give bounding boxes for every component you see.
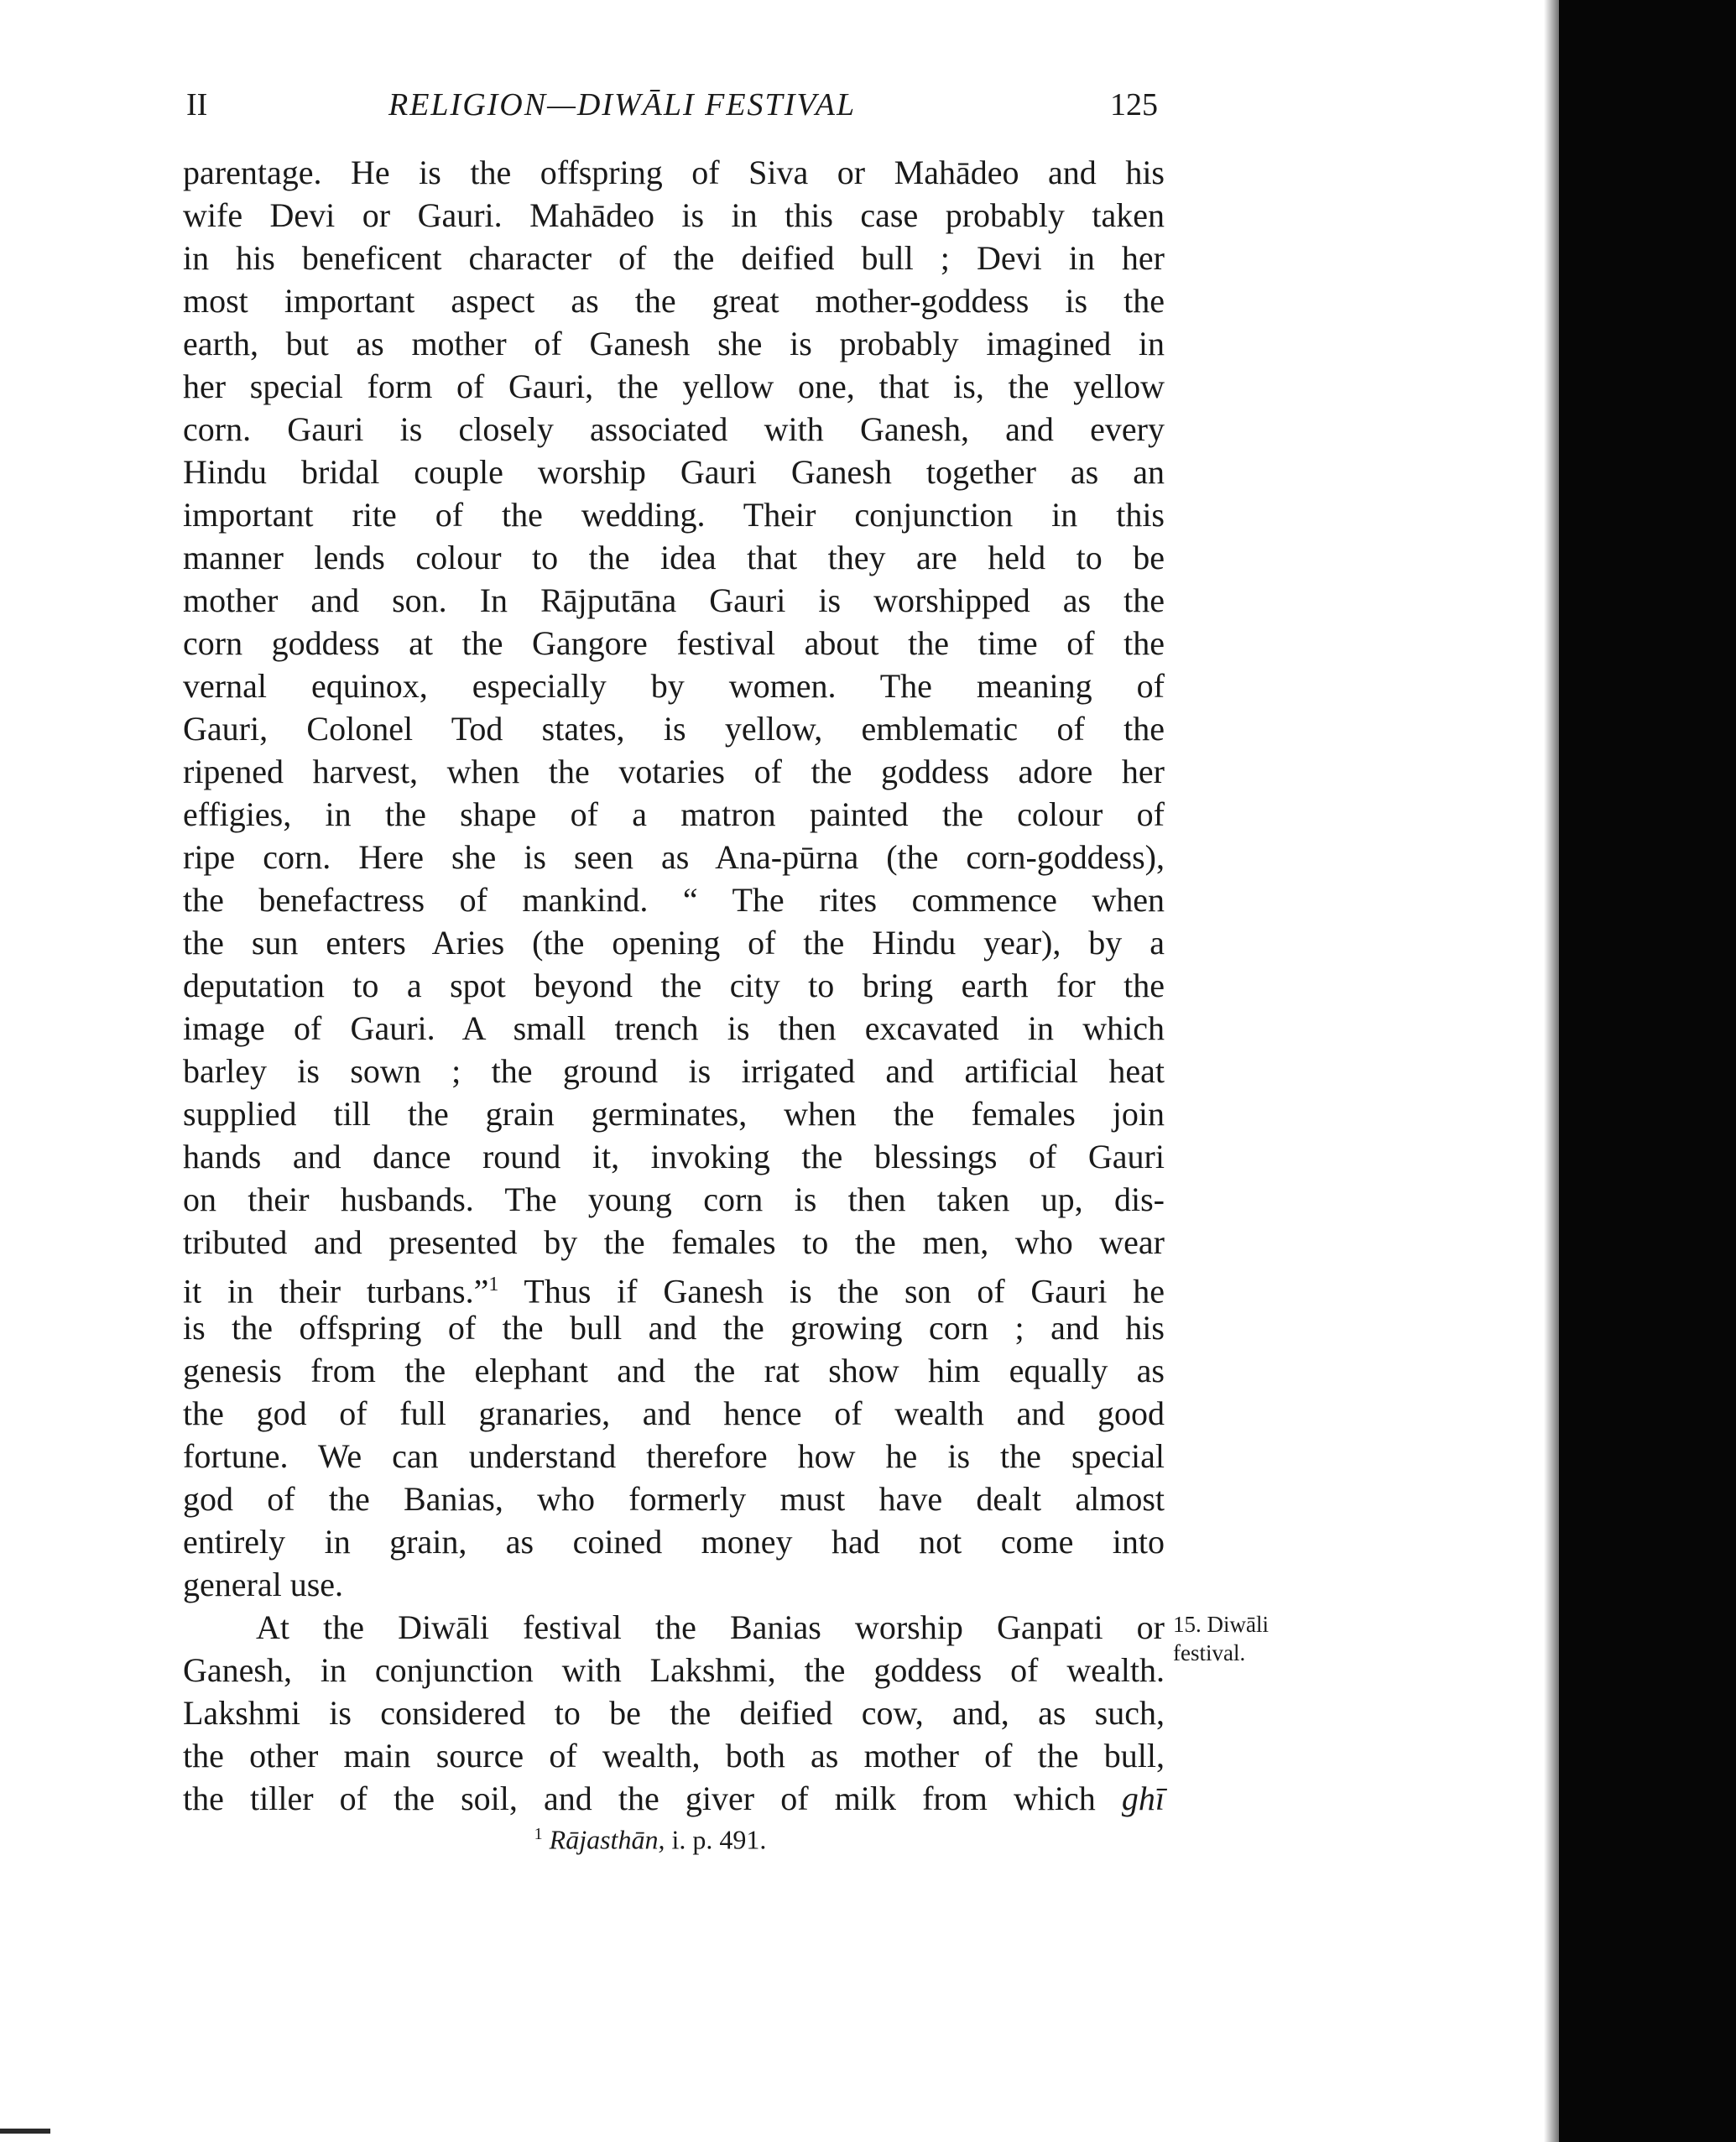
text-segment: Thus if Ganesh is the son of Gauri he — [498, 1272, 1165, 1311]
text-line: wife Devi or Gauri. Mahādeo is in this case probably taken — [183, 196, 1165, 234]
text-line: deputation to a spot beyond the city to bring earth for the — [183, 967, 1165, 1004]
text-line: genesis from the elephant and the rat show him equally as — [183, 1352, 1165, 1389]
text-line: fortune. We can understand therefore how he is the special — [183, 1437, 1165, 1475]
page-number: 125 — [1110, 87, 1158, 122]
text-line-with-footnote-ref — [183, 1264, 1165, 1311]
text-line: barley is sown ; the ground is irrigated and artificial heat — [183, 1052, 1165, 1090]
footnote-source: Rājasthān, — [549, 1824, 665, 1855]
text-line: Hindu bridal couple worship Gauri Ganesh together as an — [183, 453, 1165, 491]
chapter-title: RELIGION—DIWĀLI FESTIVAL — [388, 87, 857, 122]
text-line: effigies, in the shape of a matron painted the colour of — [183, 795, 1165, 833]
running-head — [0, 84, 1175, 126]
text-line: image of Gauri. A small trench is then excavated in which — [183, 1009, 1165, 1047]
text-line: parentage. He is the offspring of Siva or Mahādeo and his — [183, 154, 1165, 191]
text-line: vernal equinox, especially by women. The meaning of — [183, 667, 1165, 705]
text-line: god of the Banias, who formerly must have dealt almost — [183, 1480, 1165, 1518]
text-line: most important aspect as the great mother-goddess is the — [183, 282, 1165, 320]
text-segment: it in their turbans.” — [183, 1272, 489, 1311]
scan-shadow — [1544, 0, 1559, 2142]
text-line: on their husbands. The young corn is then taken up, dis- — [183, 1180, 1165, 1218]
text-line: her special form of Gauri, the yellow one, that is, the yellow — [183, 367, 1165, 405]
scan-artifact — [0, 2129, 50, 2134]
paragraph-start-line: At the Diwāli festival the Banias worship Ganpati or — [256, 1608, 1165, 1646]
text-segment: the tiller of the soil, and the giver of milk from which — [183, 1780, 1122, 1817]
text-line: the benefactress of mankind. “ The rites commence when — [183, 881, 1165, 919]
text-line: earth, but as mother of Ganesh she is probably imagined in — [183, 325, 1165, 362]
marginal-note — [1173, 1610, 1324, 1667]
scan-border — [1559, 0, 1736, 2142]
volume-number: II — [186, 87, 208, 122]
footnote-locator: i. p. 491. — [665, 1824, 767, 1855]
text-line: important rite of the wedding. Their conjunction in this — [183, 496, 1165, 534]
text-line: hands and dance round it, invoking the blessings of Gauri — [183, 1138, 1165, 1175]
marginal-note-line: festival. — [1173, 1640, 1246, 1665]
text-line: ripe corn. Here she is seen as Ana-pūrna (the corn-goddess), — [183, 838, 1165, 876]
text-line: Ganesh, in conjunction with Lakshmi, the goddess of wealth. — [183, 1651, 1165, 1689]
text-line: in his beneficent character of the deified bull ; Devi in her — [183, 239, 1165, 277]
text-line: ripened harvest, when the votaries of the goddess adore her — [183, 753, 1165, 790]
text-line: supplied till the grain germinates, when the females join — [183, 1095, 1165, 1133]
text-line: mother and son. In Rājputāna Gauri is worshipped as the — [183, 581, 1165, 619]
text-line: the sun enters Aries (the opening of the Hindu year), by a — [183, 924, 1165, 962]
text-line: tributed and presented by the females to the men, who wear — [183, 1223, 1165, 1261]
text-line: entirely in grain, as coined money had not come into — [183, 1523, 1165, 1561]
footnote-reference: 1 — [488, 1274, 499, 1295]
marginal-note-line: 15. Diwāli — [1173, 1612, 1269, 1637]
text-line: corn. Gauri is closely associated with Ganesh, and every — [183, 410, 1165, 448]
text-line: Gauri, Colonel Tod states, is yellow, emblematic of the — [183, 710, 1165, 748]
italic-term: ghī — [1121, 1780, 1165, 1817]
text-line — [183, 1777, 1165, 1820]
footnote — [0, 1817, 1175, 1857]
text-line: general use. — [183, 1566, 344, 1603]
text-line: the god of full granaries, and hence of wealth and good — [183, 1394, 1165, 1432]
text-line: manner lends colour to the idea that they are held to be — [183, 539, 1165, 576]
text-line: the other main source of wealth, both as mother of the bull, — [183, 1737, 1165, 1775]
text-line: Lakshmi is considered to be the deified cow, and, as such, — [183, 1694, 1165, 1732]
text-line: is the offspring of the bull and the growing corn ; and his — [183, 1309, 1165, 1347]
text-line: corn goddess at the Gangore festival about the time of the — [183, 624, 1165, 662]
footnote-mark: 1 — [534, 1825, 543, 1843]
